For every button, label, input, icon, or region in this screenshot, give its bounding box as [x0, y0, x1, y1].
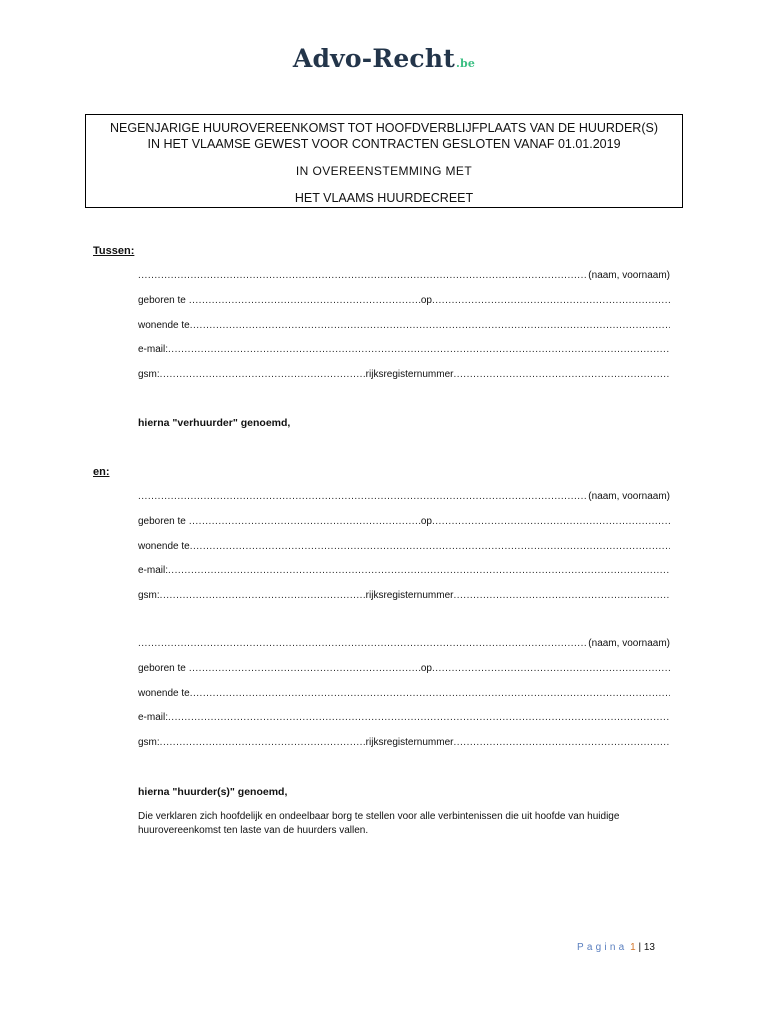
section-label-en: en:	[93, 466, 110, 478]
rijksregister-label: rijksregisternummer	[365, 590, 454, 601]
fill-dots	[138, 638, 586, 649]
fill-dots	[160, 590, 366, 601]
fill-dots	[432, 516, 670, 527]
email-field-3[interactable]	[138, 712, 670, 726]
geboren-label: geboren te	[138, 663, 186, 674]
fill-dots	[189, 516, 421, 527]
email-label: e-mail:	[138, 344, 169, 355]
wonende-label: wonende te	[138, 688, 190, 699]
gsm-label: gsm:	[138, 369, 160, 380]
page-number: 1	[630, 942, 636, 953]
fill-dots	[190, 320, 670, 331]
brand-logo	[0, 44, 768, 73]
gsm-field-3[interactable]	[138, 737, 670, 751]
name-suffix: (naam, voornaam)	[588, 491, 670, 502]
guarantee-paragraph: Die verklaren zich hoofdelijk en ondeelbaar borg te stellen voor alle verbintenissen die uit hoofde van huidige huurovereenkomst ten laste van de huurders vallen.	[138, 811, 620, 836]
address-field-1[interactable]	[138, 320, 670, 334]
fill-dots	[189, 295, 421, 306]
role-verhuurder: hierna "verhuurder" genoemd,	[138, 417, 291, 429]
name-field-1[interactable]	[138, 270, 670, 284]
gsm-label: gsm:	[138, 737, 160, 748]
email-label: e-mail:	[138, 565, 169, 576]
fill-dots	[453, 369, 670, 380]
op-label: op	[420, 295, 432, 306]
section-label-tussen: Tussen:	[93, 245, 135, 257]
fill-dots	[168, 565, 670, 576]
title-line-4: HET VLAAMS HUURDECREET	[294, 191, 474, 205]
fill-dots	[160, 369, 366, 380]
email-field-1[interactable]	[138, 344, 670, 358]
fill-dots	[189, 663, 421, 674]
rijksregister-label: rijksregisternummer	[365, 737, 454, 748]
fill-dots	[138, 491, 586, 502]
fill-dots	[160, 737, 366, 748]
wonende-label: wonende te	[138, 320, 190, 331]
name-suffix: (naam, voornaam)	[588, 638, 670, 649]
gsm-field-2[interactable]	[138, 590, 670, 604]
page-footer	[577, 942, 655, 953]
document-title-box	[85, 114, 683, 208]
wonende-label: wonende te	[138, 541, 190, 552]
brand-tld: .be	[455, 57, 476, 70]
fill-dots	[168, 712, 670, 723]
title-line-2: IN HET VLAAMSE GEWEST VOOR CONTRACTEN GESLOTEN VANAF 01.01.2019	[147, 137, 621, 151]
fill-dots	[432, 295, 670, 306]
rijksregister-label: rijksregisternummer	[365, 369, 454, 380]
page-total: 13	[643, 942, 655, 953]
fill-dots	[453, 590, 670, 601]
birth-field-2[interactable]	[138, 516, 670, 530]
name-suffix: (naam, voornaam)	[588, 270, 670, 281]
address-field-2[interactable]	[138, 541, 670, 555]
geboren-label: geboren te	[138, 295, 186, 306]
footer-word: Pagina	[577, 942, 628, 953]
title-line-3: IN OVEREENSTEMMING MET	[295, 164, 473, 178]
gsm-label: gsm:	[138, 590, 160, 601]
birth-field-1[interactable]	[138, 295, 670, 309]
fill-dots	[138, 270, 586, 281]
birth-field-3[interactable]	[138, 663, 670, 677]
fill-dots	[190, 541, 670, 552]
fill-dots	[190, 688, 670, 699]
op-label: op	[420, 516, 432, 527]
fill-dots	[168, 344, 670, 355]
fill-dots	[432, 663, 670, 674]
title-line-1: NEGENJARIGE HUUROVEREENKOMST TOT HOOFDVERBLIJFPLAATS VAN DE HUURDER(S)	[109, 121, 658, 135]
email-label: e-mail:	[138, 712, 169, 723]
fill-dots	[453, 737, 670, 748]
brand-name: Advo-Recht	[292, 44, 455, 73]
footer-separator: |	[638, 942, 642, 953]
email-field-2[interactable]	[138, 565, 670, 579]
op-label: op	[420, 663, 432, 674]
gsm-field-1[interactable]	[138, 369, 670, 383]
address-field-3[interactable]	[138, 688, 670, 702]
geboren-label: geboren te	[138, 516, 186, 527]
name-field-3[interactable]	[138, 638, 670, 652]
role-huurders: hierna "huurder(s)" genoemd,	[138, 786, 288, 798]
name-field-2[interactable]	[138, 491, 670, 505]
